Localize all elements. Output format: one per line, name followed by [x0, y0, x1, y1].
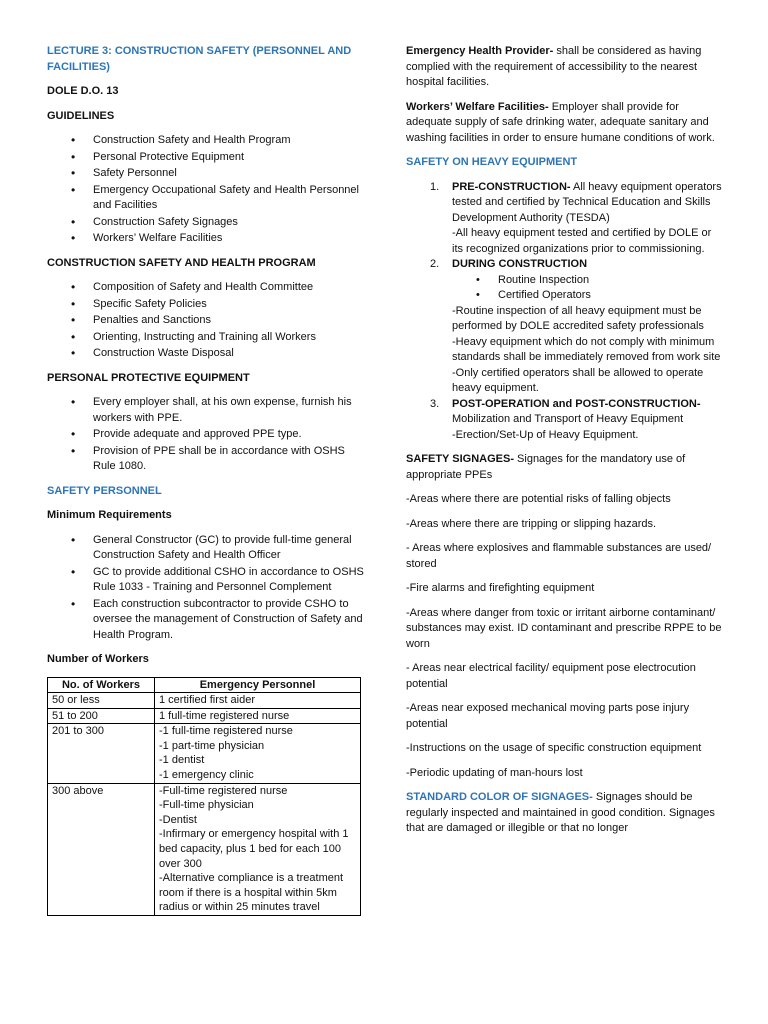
signage-item: -Areas near exposed mechanical moving parts pose injury potential	[406, 702, 690, 730]
table-cell: 1 certified first aider	[155, 693, 361, 709]
list-item: • Specific Safety Policies	[47, 297, 367, 313]
signages-paragraph	[406, 452, 722, 483]
list-item: • Composition of Safety and Health Committee	[47, 280, 367, 296]
std-color-text: Signages should be regularly inspected and maintained in good condition. Signages that are damaged or illegible or that no longer	[406, 791, 715, 834]
wwf-text: Employer shall provide for adequate supply of safe drinking water, adequate sanitary and washing facilities in order to ensure humane conditions of work.	[406, 100, 715, 144]
list-item: • Safety Personnel	[47, 166, 367, 182]
signages-text: Signages for the mandatory use of appropriate PPEs	[406, 453, 686, 481]
safety-personnel-heading: SAFETY PERSONNEL	[47, 484, 162, 497]
table-cell: 50 or less	[48, 693, 155, 709]
signage-item: - Areas near electrical facility/ equipment pose electrocution potential	[406, 662, 696, 690]
table-cell: 51 to 200	[48, 708, 155, 724]
heavy-equipment-heading: SAFETY ON HEAVY EQUIPMENT	[406, 156, 578, 168]
signage-item: -Fire alarms and firefighting equipment	[406, 582, 595, 594]
program-list	[47, 280, 367, 362]
list-item: • Personal Protective Equipment	[47, 150, 367, 166]
list-item	[406, 257, 722, 397]
ehp-paragraph	[406, 44, 722, 91]
ehp-label: Emergency Health Provider-	[406, 45, 554, 57]
signage-item: -Areas where there are tripping or slipping hazards.	[406, 517, 657, 530]
sub-list-item: • Certified Operators	[452, 288, 722, 304]
list-item: • Orienting, Instructing and Training all Workers	[47, 330, 367, 346]
table-row	[48, 708, 361, 724]
min-req-list	[47, 533, 367, 644]
signage-item: - Areas where explosives and flammable substances are used/ stored	[406, 542, 712, 570]
table-cell: 300 above	[48, 783, 155, 915]
ppe-list	[47, 395, 367, 475]
table-header-row	[48, 677, 361, 693]
list-item: • Provide adequate and approved PPE type.	[47, 427, 367, 443]
std-color-label: STANDARD COLOR OF SIGNAGES-	[406, 791, 593, 803]
list-item: • GC to provide additional CSHO in accordance to OSHS Rule 1033 - Training and Personnel Complement	[47, 565, 367, 596]
table-header: No. of Workers	[48, 677, 155, 693]
table-cell: 1 full-time registered nurse	[155, 708, 361, 724]
list-item: • Construction Safety Signages	[47, 215, 367, 231]
item-number: 3.	[430, 397, 440, 410]
table-cell: 201 to 300	[48, 724, 155, 783]
table-row	[48, 783, 361, 915]
workers-table	[47, 677, 361, 917]
sub-list-item: • Routine Inspection	[452, 273, 722, 289]
list-item	[406, 180, 722, 258]
list-item: • Emergency Occupational Safety and Health Personnel and Facilities	[47, 183, 367, 214]
item-label: PRE-CONSTRUCTION-	[452, 180, 571, 193]
ppe-heading: PERSONAL PROTECTIVE EQUIPMENT	[47, 371, 250, 384]
list-item: • General Constructor (GC) to provide full-time general Construction Safety and Health Officer	[47, 533, 367, 564]
item-extra: Mobilization and Transport of Heavy Equipment -Erection/Set-Up of Heavy Equipment.	[452, 413, 684, 441]
min-req-heading: Minimum Requirements	[47, 509, 172, 521]
list-item	[406, 397, 722, 444]
table-row	[48, 693, 361, 709]
left-column	[47, 44, 367, 916]
item-text: All heavy equipment operators tested and certified by Technical Education and Skills Development Authority (TESDA)	[452, 180, 722, 224]
guidelines-list	[47, 133, 367, 247]
sub-list	[452, 273, 722, 304]
item-number: 1.	[430, 180, 440, 193]
signage-item: -Instructions on the usage of specific construction equipment	[406, 742, 702, 754]
dole-heading: DOLE D.O. 13	[47, 85, 119, 97]
signages-label: SAFETY SIGNAGES-	[406, 453, 514, 465]
lecture-title: LECTURE 3: CONSTRUCTION SAFETY (PERSONNEL AND FACILITIES)	[47, 45, 352, 73]
list-item: • Provision of PPE shall be in accordance with OSHS Rule 1080.	[47, 444, 367, 475]
ehp-text: shall be considered as having complied with the requirement of accessibility to the nearest hospital facilities.	[406, 45, 702, 88]
signage-item: -Areas where danger from toxic or irritant airborne contaminant/ substances may exist. ID contaminant and prescribe RPPE to be worn	[406, 606, 722, 650]
right-column	[406, 44, 722, 837]
workers-heading: Number of Workers	[47, 653, 149, 665]
wwf-label: Workers’ Welfare Facilities-	[406, 100, 549, 113]
signage-item: -Periodic updating of man-hours lost	[406, 766, 583, 779]
wwf-paragraph	[406, 100, 722, 147]
list-item: • Penalties and Sanctions	[47, 313, 367, 329]
guidelines-heading: GUIDELINES	[47, 109, 115, 122]
item-label: DURING CONSTRUCTION	[452, 258, 588, 270]
item-label: POST-OPERATION and POST-CONSTRUCTION-	[452, 397, 701, 410]
table-header: Emergency Personnel	[155, 677, 361, 693]
item-extra: -Routine inspection of all heavy equipment must be performed by DOLE accredited safety professionals -Heavy equipment which do not comply with minimum standards shall be immediately removed from work site -Only certified operators shall be allowed to operate heavy equipment.	[452, 304, 721, 394]
table-cell: -1 full-time registered nurse -1 part-time physician -1 dentist -1 emergency clinic	[155, 724, 361, 783]
item-number: 2.	[430, 258, 440, 270]
list-item: • Workers’ Welfare Facilities	[47, 231, 367, 247]
table-row	[48, 724, 361, 783]
table-cell: -Full-time registered nurse -Full-time physician -Dentist -Infirmary or emergency hospital with 1 bed capacity, plus 1 bed for each 100 over 300 -Alternative compliance is a treatment room if there is a hospital within 5km radius or within 25 minutes travel	[155, 783, 361, 915]
list-item: • Each construction subcontractor to provide CSHO to oversee the management of Construction of Safety and Health Program.	[47, 597, 367, 644]
list-item: • Construction Waste Disposal	[47, 346, 367, 362]
std-color-paragraph	[406, 790, 722, 837]
list-item: • Construction Safety and Health Program	[47, 133, 367, 149]
signage-item: -Areas where there are potential risks of falling objects	[406, 493, 671, 505]
list-item: • Every employer shall, at his own expense, furnish his workers with PPE.	[47, 395, 367, 426]
heavy-equipment-list	[406, 180, 722, 444]
program-heading: CONSTRUCTION SAFETY AND HEALTH PROGRAM	[47, 256, 316, 269]
item-extra: -All heavy equipment tested and certified by DOLE or its recognized organizations prior to commissioning.	[452, 227, 712, 255]
